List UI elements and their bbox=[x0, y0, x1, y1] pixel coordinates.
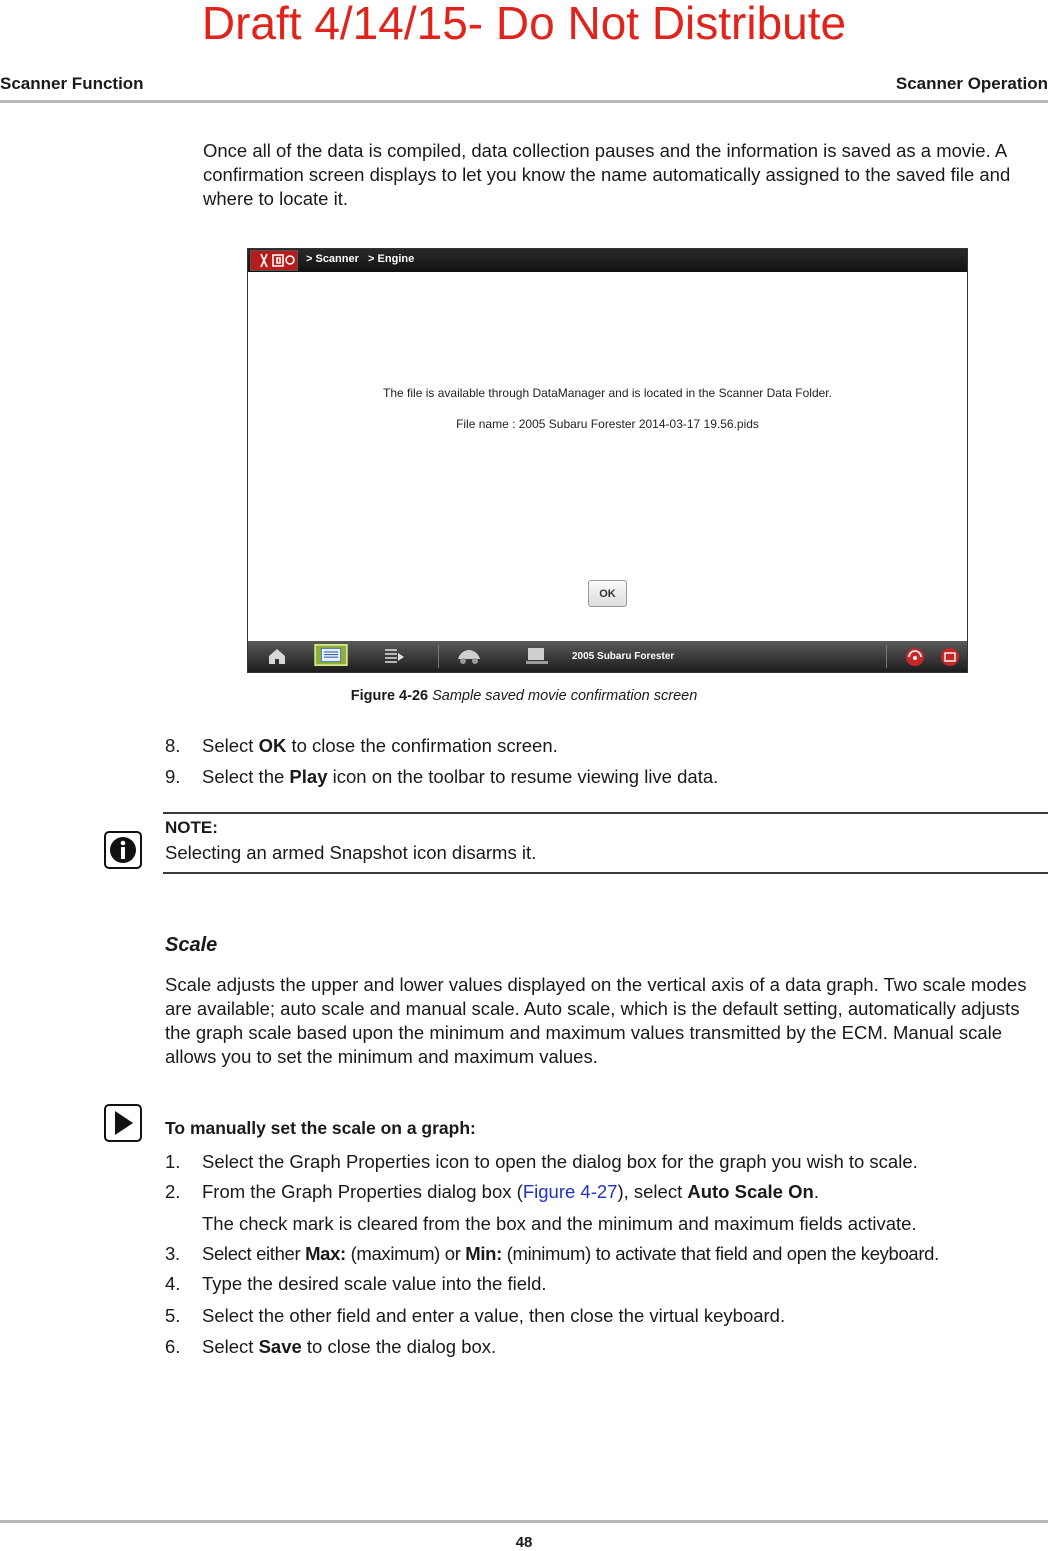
figure-caption-text: Sample saved movie confirmation screen bbox=[432, 688, 698, 704]
list-item bbox=[165, 1180, 1048, 1204]
step-number: 5. bbox=[165, 1305, 181, 1326]
step-number: 8. bbox=[165, 735, 181, 756]
battery-status-icon[interactable] bbox=[938, 645, 962, 667]
list-item bbox=[165, 1335, 1048, 1359]
step-text: Select OK to close the confirmation screen. bbox=[202, 735, 558, 756]
screen-title-bar bbox=[248, 249, 967, 272]
list-item bbox=[165, 1304, 1048, 1328]
page-number: 48 bbox=[515, 1534, 533, 1551]
step-text: Select the Play icon on the toolbar to resume viewing live data. bbox=[202, 766, 719, 787]
procedure-heading: To manually set the scale on a graph: bbox=[165, 1118, 476, 1138]
properties-icon[interactable] bbox=[382, 645, 406, 667]
figure-screenshot bbox=[247, 248, 968, 673]
screen-breadcrumb: > Scanner > Engine bbox=[306, 253, 415, 265]
step-text: Select the other field and enter a value, then close the virtual keyboard. bbox=[202, 1305, 786, 1326]
list-item bbox=[165, 765, 965, 789]
note-bottom-rule bbox=[163, 872, 1048, 874]
list-item bbox=[165, 1150, 1048, 1174]
header-section-title: Scanner Function bbox=[0, 74, 144, 93]
header-chapter-title: Scanner Operation bbox=[895, 74, 1048, 93]
list-item bbox=[165, 734, 965, 758]
step-text: Select the Graph Properties icon to open the dialog box for the graph you wish to scale. bbox=[202, 1151, 918, 1172]
note-label: NOTE: bbox=[165, 818, 218, 837]
toolbar-divider bbox=[438, 645, 439, 668]
screen-toolbar bbox=[248, 641, 967, 672]
step-number: 4. bbox=[165, 1273, 181, 1294]
screen-message-location: The file is available through DataManager and is located in the Scanner Data Folder. bbox=[383, 386, 832, 400]
footer-rule bbox=[0, 1520, 1048, 1523]
step-number: 9. bbox=[165, 766, 181, 787]
intro-paragraph: Once all of the data is compiled, data collection pauses and the information is saved as a movie. A confirmation screen displays to let you know the name automatically assigned to the saved file and where to locate it. bbox=[203, 140, 1011, 209]
step-text: Select Save to close the dialog box. bbox=[202, 1336, 497, 1357]
figure-caption bbox=[0, 688, 1048, 704]
step-subtext: The check mark is cleared from the box and the minimum and maximum fields activate. bbox=[202, 1213, 917, 1234]
screen-message-filename: File name : 2005 Subaru Forester 2014-03-17 19.56.pids bbox=[456, 417, 759, 431]
toolbar-divider bbox=[886, 645, 887, 668]
step-text: From the Graph Properties dialog box (Figure 4-27), select Auto Scale On. bbox=[202, 1181, 819, 1202]
info-icon bbox=[104, 831, 142, 869]
vehicle-name-label: 2005 Subaru Forester bbox=[572, 651, 675, 662]
step-text: Type the desired scale value into the field. bbox=[202, 1273, 547, 1294]
vehicle-info-icon[interactable] bbox=[524, 645, 550, 667]
step-text: Select either Max: (maximum) or Min: (minimum) to activate that field and open the keyboard. bbox=[202, 1243, 939, 1264]
connection-status-icon[interactable] bbox=[903, 645, 927, 667]
section-heading: Scale bbox=[165, 934, 218, 956]
list-item bbox=[165, 1242, 1048, 1266]
step-number: 2. bbox=[165, 1181, 181, 1202]
data-list-icon[interactable] bbox=[312, 644, 350, 666]
home-icon[interactable] bbox=[266, 645, 288, 667]
header-rule bbox=[0, 100, 1048, 103]
scale-paragraph: Scale adjusts the upper and lower values displayed on the vertical axis of a data graph. Two scale modes are available; auto scale and manual scale. Auto scale, which is the default setting, automatically adjusts the graph scale based upon the minimum and maximum values transmitted by the ECM. Manual scale allows you to set the minimum and maximum values. bbox=[165, 974, 1027, 1067]
figure-link[interactable]: Figure 4-27 bbox=[522, 1181, 618, 1202]
note-text: Selecting an armed Snapshot icon disarms it. bbox=[165, 842, 537, 863]
note-top-rule bbox=[163, 812, 1048, 814]
step-number: 1. bbox=[165, 1151, 181, 1172]
ok-button[interactable]: OK bbox=[588, 580, 627, 607]
list-item bbox=[165, 1272, 1048, 1296]
step-number: 3. bbox=[165, 1243, 180, 1264]
procedure-arrow-icon bbox=[104, 1104, 142, 1142]
vehicle-lift-icon[interactable] bbox=[454, 645, 484, 667]
draft-watermark: Draft 4/14/15- Do Not Distribute bbox=[201, 0, 847, 49]
figure-caption-label: Figure 4-26 bbox=[350, 688, 429, 704]
step-number: 6. bbox=[165, 1336, 181, 1357]
app-logo-icon bbox=[250, 250, 298, 271]
